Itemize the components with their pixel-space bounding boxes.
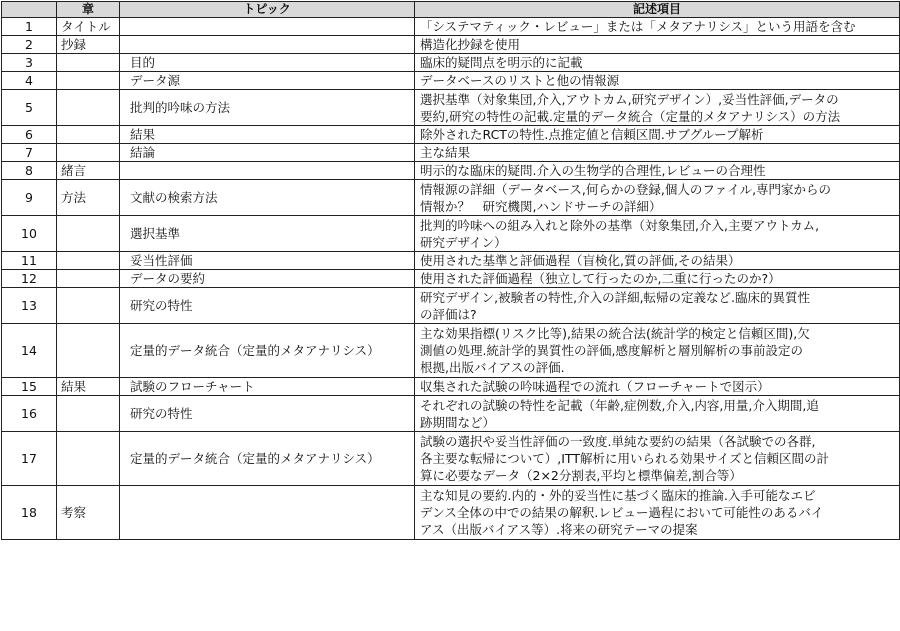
- table-row: [2, 252, 900, 270]
- row-description: 収集された試験の吟味過程での流れ（フローチャートで図示）: [415, 378, 900, 396]
- row-number: 15: [2, 378, 57, 396]
- row-number: 6: [2, 126, 57, 144]
- row-number: 10: [2, 216, 57, 252]
- table-row: [2, 162, 900, 180]
- row-chapter: 考察: [57, 486, 120, 540]
- row-topic: データの要約: [120, 270, 415, 288]
- row-number: 3: [2, 54, 57, 72]
- header-description: 記述項目: [415, 2, 900, 18]
- row-description: 除外されたRCTの特性.点推定値と信頼区間.サブグループ解析: [415, 126, 900, 144]
- row-description: それぞれの試験の特性を記載（年齢,症例数,介入,内容,用量,介入期間,追 跡期間など）: [415, 396, 900, 432]
- row-topic: 定量的データ統合（定量的メタアナリシス）: [120, 432, 415, 486]
- table-row: [2, 54, 900, 72]
- row-chapter: [57, 90, 120, 126]
- row-number: 2: [2, 36, 57, 54]
- row-description: 使用された基準と評価過程（盲検化,質の評価,その結果）: [415, 252, 900, 270]
- row-description: 使用された評価過程（独立して行ったのか,二重に行ったのか?）: [415, 270, 900, 288]
- row-description: 選択基準（対象集団,介入,アウトカム,研究デザイン）,妥当性評価,データの 要約,研究の特性の記載.定量的データ統合（定量的メタアナリシス）の方法: [415, 90, 900, 126]
- row-number: 9: [2, 180, 57, 216]
- table-row: [2, 180, 900, 216]
- row-description: 研究デザイン,被験者の特性,介入の詳細,転帰の定義など.臨床的異質性 の評価は?: [415, 288, 900, 324]
- row-topic: 目的: [120, 54, 415, 72]
- row-number: 12: [2, 270, 57, 288]
- table-row: [2, 378, 900, 396]
- row-topic: 妥当性評価: [120, 252, 415, 270]
- checklist-table: [1, 1, 900, 540]
- row-description: 臨床的疑問点を明示的に記載: [415, 54, 900, 72]
- row-number: 4: [2, 72, 57, 90]
- row-chapter: [57, 432, 120, 486]
- table-row: [2, 396, 900, 432]
- row-number: 14: [2, 324, 57, 378]
- row-chapter: タイトル: [57, 18, 120, 36]
- row-chapter: [57, 216, 120, 252]
- row-number: 1: [2, 18, 57, 36]
- row-chapter: [57, 396, 120, 432]
- row-description: 主な効果指標(リスク比等),結果の統合法(統計学的検定と信頼区間),欠 測値の処理.統計学的異質性の評価,感度解析と層別解析の事前設定の 根拠,出版バイアスの評価.: [415, 324, 900, 378]
- row-number: 7: [2, 144, 57, 162]
- row-chapter: [57, 324, 120, 378]
- table-row: [2, 432, 900, 486]
- table-row: [2, 288, 900, 324]
- row-chapter: [57, 288, 120, 324]
- table-row: [2, 324, 900, 378]
- row-number: 17: [2, 432, 57, 486]
- row-description: 「システマティック・レビュー」または「メタアナリシス」という用語を含む: [415, 18, 900, 36]
- table-row: [2, 72, 900, 90]
- row-chapter: [57, 252, 120, 270]
- row-chapter: 緒言: [57, 162, 120, 180]
- table-row: [2, 216, 900, 252]
- table-row: [2, 486, 900, 540]
- table-row: [2, 126, 900, 144]
- row-description: 情報源の詳細（データベース,何らかの登録,個人のファイル,専門家からの 情報か？ 研究機関,ハンドサーチの詳細）: [415, 180, 900, 216]
- table-row: [2, 36, 900, 54]
- row-topic: [120, 36, 415, 54]
- row-topic: [120, 18, 415, 36]
- row-description: 試験の選択や妥当性評価の一致度.単純な要約の結果（各試験での各群, 各主要な転帰について）,ITT解析に用いられる効果サイズと信頼区間の計 算に必要なデータ（2×2分割表,平均と標準偏差,割合等）: [415, 432, 900, 486]
- row-number: 8: [2, 162, 57, 180]
- row-chapter: 方法: [57, 180, 120, 216]
- row-chapter: [57, 54, 120, 72]
- row-chapter: [57, 270, 120, 288]
- header-row: [2, 2, 900, 18]
- row-description: 主な結果: [415, 144, 900, 162]
- row-chapter: 結果: [57, 378, 120, 396]
- row-chapter: [57, 126, 120, 144]
- header-number: [2, 2, 57, 18]
- row-topic: データ源: [120, 72, 415, 90]
- row-chapter: [57, 72, 120, 90]
- row-topic: 結果: [120, 126, 415, 144]
- table-row: [2, 270, 900, 288]
- row-topic: 研究の特性: [120, 396, 415, 432]
- row-topic: 結論: [120, 144, 415, 162]
- header-topic: トピック: [120, 2, 415, 18]
- table-row: [2, 18, 900, 36]
- row-topic: 選択基準: [120, 216, 415, 252]
- row-number: 16: [2, 396, 57, 432]
- header-chapter: 章: [57, 2, 120, 18]
- row-topic: 批判的吟味の方法: [120, 90, 415, 126]
- row-topic: 文献の検索方法: [120, 180, 415, 216]
- row-description: 明示的な臨床的疑問.介入の生物学的合理性,レビューの合理性: [415, 162, 900, 180]
- row-topic: [120, 486, 415, 540]
- row-chapter: 抄録: [57, 36, 120, 54]
- row-topic: 定量的データ統合（定量的メタアナリシス）: [120, 324, 415, 378]
- row-description: 批判的吟味への組み入れと除外の基準（対象集団,介入,主要アウトカム, 研究デザイン）: [415, 216, 900, 252]
- table-row: [2, 144, 900, 162]
- row-topic: 試験のフローチャート: [120, 378, 415, 396]
- row-chapter: [57, 144, 120, 162]
- row-description: 主な知見の要約.内的・外的妥当性に基づく臨床的推論.入手可能なエビ デンス全体の中での結果の解釈.レビュー過程において可能性のあるバイ アス（出版バイアス等）.将来の研究テーマの提案: [415, 486, 900, 540]
- row-number: 18: [2, 486, 57, 540]
- row-number: 11: [2, 252, 57, 270]
- row-description: 構造化抄録を使用: [415, 36, 900, 54]
- row-number: 5: [2, 90, 57, 126]
- row-number: 13: [2, 288, 57, 324]
- table-row: [2, 90, 900, 126]
- row-topic: 研究の特性: [120, 288, 415, 324]
- row-description: データベースのリストと他の情報源: [415, 72, 900, 90]
- row-topic: [120, 162, 415, 180]
